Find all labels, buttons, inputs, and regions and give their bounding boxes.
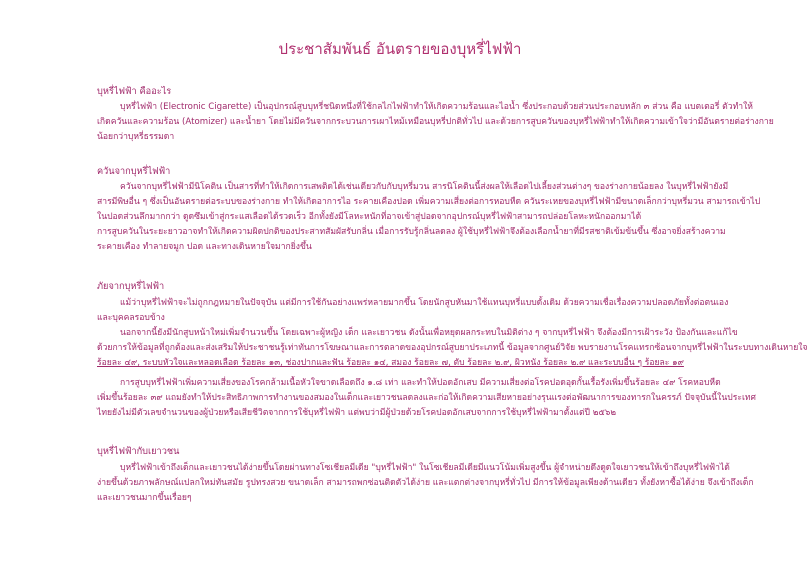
- section-heading: ควันจากบุหรี่ไฟฟ้า: [97, 166, 171, 177]
- paragraph-line: ไทยยังไม่มีตัวเลขจำนวนของผู้ป่วยหรือเสียชีวิตจากการใช้บุหรี่ไฟฟ้า แต่พบว่ามีผู้ป่วยด้วยโรคปอดอักเสบจากการใช้บุหรี่ไฟฟ้ามาตั้งแต่ปี ๒๕๖๒: [97, 408, 617, 418]
- paragraph-line: น้อยกว่าบุหรี่ธรรมดา: [97, 132, 175, 142]
- paragraph-line: แม้ว่าบุหรี่ไฟฟ้าจะไม่ถูกกฎหมายในปัจจุบัน แต่มีการใช้กันอย่างแพร่หลายมากขึ้น โดยนักสูบหันมาใช้แทนบุหรี่แบบดั้งเดิม ด้วยความเชื่อเรื่องความปลอดภัยทั้งต่อตนเอง: [120, 298, 729, 308]
- paragraph-line: การสูบควันในระยะยาวอาจทำให้เกิดความผิดปกติของประสาทสัมผัสรับกลิ่น เมื่อการรับรู้กลิ่นลดลง ผู้ใช้บุหรี่ไฟฟ้าจึงต้องเลือกน้ำยาที่มีรสชาติเข้มข้นขึ้น ซึ่งอาจยิ่งสร้างความ: [97, 227, 726, 237]
- paragraph-line: การสูบบุหรี่ไฟฟ้าเพิ่มความเสี่ยงของโรคกล้ามเนื้อหัวใจขาดเลือดถึง ๑.๘ เท่า และทำให้ปอดอักเสบ มีความเสี่ยงต่อโรคปอดอุดกั้นเรื้อรังเพิ่มขึ้นร้อยละ ๔๙ โรคหอบหืด: [120, 378, 721, 388]
- paragraph-line: ควันจากบุหรี่ไฟฟ้ามีนิโคติน เป็นสารที่ทำให้เกิดการเสพติดได้เช่นเดียวกับกับบุหรี่มวน สารนิโคตินนี้ส่งผลให้เลือดไปเลี้ยงส่วนต่างๆ ของร่างกายน้อยลง ในบุหรี่ไฟฟ้ายังมี: [120, 182, 729, 192]
- paragraph-line: และเยาวชนมากขึ้นเรื่อยๆ: [97, 493, 192, 503]
- paragraph-line: สารมีพิษอื่น ๆ ซึ่งเป็นอันตรายต่อระบบของร่างกาย ทำให้เกิดอาการไอ ระคายเคืองปอด เพิ่มความเสี่ยงต่อการหอบหืด ควันระเหยของบุหรี่ไฟฟ้ามีขนาดเล็กกว่าบุหรี่มวน สามารถเข้าไป: [97, 197, 761, 207]
- section-heading: บุหรี่ไฟฟ้ากับเยาวชน: [97, 446, 180, 457]
- document-title: ประชาสัมพันธ์ อันตรายของบุหรี่ไฟฟ้า: [278, 40, 522, 58]
- paragraph-line: บุหรี่ไฟฟ้าเข้าถึงเด็กและเยาวชนได้ง่ายขึ้นโดยผ่านทางโซเชียลมีเดีย "บุหรี่ไฟฟ้า" ในโซเชียลมีเดียมีแนวโน้มเพิ่มสูงขึ้น ผู้จำหน่ายดึงดูดใจเยาวชนให้เข้าถึงบุหรี่ไฟฟ้าได้: [120, 463, 730, 473]
- section-heading: ภัยจากบุหรี่ไฟฟ้า: [97, 281, 165, 292]
- paragraph-line: นอกจากนี้ยังมีนักสูบหน้าใหม่เพิ่มจำนวนขึ้น โดยเฉพาะผู้หญิง เด็ก และเยาวชน ดังนั้นเพื่อหยุดผลกระทบในมิติต่าง ๆ จากบุหรี่ไฟฟ้า จึงต้องมีการเฝ้าระวัง ป้องกันและแก้ไข: [120, 328, 738, 338]
- section-heading: บุหรี่ไฟฟ้า คืออะไร: [97, 86, 172, 97]
- paragraph-line: เพิ่มขึ้นร้อยละ ๓๙ แถมยังทำให้ประสิทธิภาพการทำงานของสมองในเด็กและเยาวชนลดลงและก่อให้เกิดความเสียหายอย่างรุนแรงต่อพัฒนาการของทารกในครรภ์ ปัจจุบันนี้ในประเทศ: [97, 393, 756, 403]
- paragraph-line: บุหรี่ไฟฟ้า (Electronic Cigarette) เป็นอุปกรณ์สูบบุหรี่ชนิดหนึ่งที่ใช้กลไกไฟฟ้าทำให้เกิดความร้อนและไอน้ำ ซึ่งประกอบด้วยส่วนประกอบหลัก ๓ ส่วน คือ แบตเตอรี่ ตัวทำให้: [120, 102, 753, 112]
- paragraph-line: ง่ายขึ้นด้วยภาพลักษณ์แปลกใหม่ทันสมัย รูปทรงสวย ขนาดเล็ก สามารถพกซ่อนติดตัวได้ง่าย และแตกต่างจากบุหรี่ทั่วไป มีการให้ข้อมูลเพียงด้านเดียว ทั้งยังหาซื้อได้ง่าย จึงเข้าถึงเด็ก: [97, 478, 754, 488]
- paragraph-line: ด้วยการให้ข้อมูลที่ถูกต้องและส่งเสริมให้ประชาชนรู้เท่าทันการโฆษณาและการตลาดของอุปกรณ์สูบยาประเภทนี้ ข้อมูลจากศูนย์วิจัย พบรายงานโรคแทรกซ้อนจากบุหรี่ไฟฟ้าในระบบทางเดินหายใจ: [97, 343, 807, 353]
- paragraph-line: ร้อยละ ๔๙, ระบบหัวใจและหลอดเลือด ร้อยละ ๑๓, ช่องปากและฟัน ร้อยละ ๑๔, สมอง ร้อยละ ๗, ตับ ร้อยละ ๒.๙, ผิวหนัง ร้อยละ ๒.๙ และระบบอื่น ๆ ร้อยละ ๑๙: [97, 358, 684, 368]
- paragraph-line: ในปอดส่วนลึกมากกว่า ดูดซึมเข้าสู่กระแสเลือดได้รวดเร็ว อีกทั้งยังมีโลหะหนักที่อาจเข้าสู่ปอดจากอุปกรณ์บุหรี่ไฟฟ้าสามารถปล่อยโลหะหนักออกมาได้: [97, 212, 642, 222]
- paragraph-line: ระคายเคือง ทำลายจมูก ปอด และทางเดินหายใจมากยิ่งขึ้น: [97, 242, 312, 252]
- paragraph-line: เกิดควันและความร้อน (Atomizer) และน้ำยา โดยไม่มีควันจากกระบวนการเผาไหม้เหมือนบุหรี่ปกติทั่วไป และด้วยการสูบควันของบุหรี่ไฟฟ้าทำให้เกิดความเข้าใจว่ามีอันตรายต่อร่างกาย: [97, 117, 774, 127]
- paragraph-line: และบุคคลรอบข้าง: [97, 313, 165, 323]
